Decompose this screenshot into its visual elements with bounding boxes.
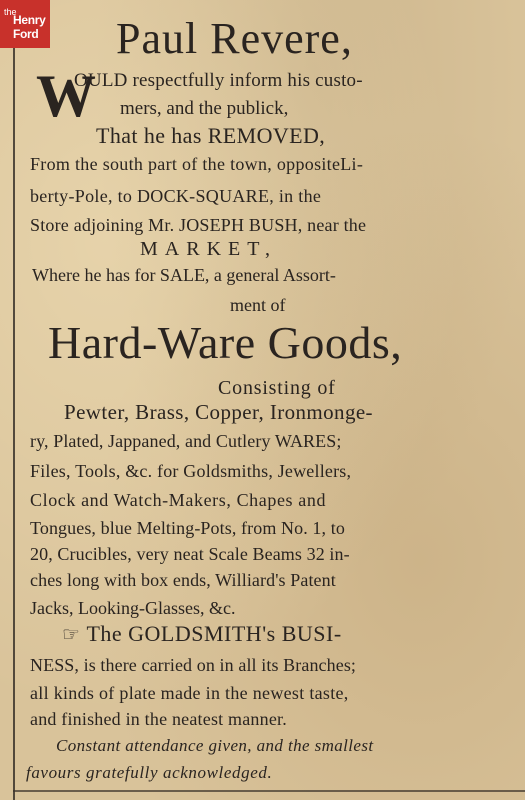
ad-line: Store adjoining Mr. JOSEPH BUSH, near the (30, 215, 367, 235)
ad-line: OULD respectfully inform his custo- (74, 70, 363, 91)
goods-line: ry, Plated, Jappaned, and Cutlery WARES; (30, 431, 342, 451)
goldsmith-heading (62, 623, 342, 645)
consisting-of: Consisting of (218, 377, 336, 399)
logo-the: the (4, 7, 17, 17)
goods-line: Jacks, Looking-Glasses, &c. (30, 598, 236, 618)
henry-ford-logo (0, 0, 50, 48)
pointing-hand-icon: ☞ (62, 624, 81, 646)
footer-line: favours gratefully acknowledged. (26, 763, 273, 782)
drop-cap: W (36, 63, 96, 129)
goods-line: Pewter, Brass, Copper, Ironmonge- (64, 400, 373, 424)
goldsmith-line: NESS, is there carried on in all its Branches; (30, 655, 357, 675)
goods-line: 20, Crucibles, very neat Scale Beams 32 in- (30, 544, 350, 564)
goldsmith-line: and finished in the neatest manner. (30, 709, 287, 729)
ad-line: mers, and the publick, (120, 98, 289, 119)
ad-line-removed: That he has REMOVED, (96, 123, 326, 148)
ad-line-market: MARKET, (140, 238, 277, 260)
column-rule-bottom (13, 790, 525, 792)
ad-line: From the south part of the town, oppositeLi- (30, 154, 364, 174)
ad-line: ment of (230, 295, 286, 315)
footer-line: Constant attendance given, and the smallest (56, 736, 374, 755)
goods-line: Files, Tools, &c. for Goldsmiths, Jewellers, (30, 461, 352, 481)
goldsmith-line: all kinds of plate made in the newest taste, (30, 683, 349, 703)
goods-line: Clock and Watch-Makers, Chapes and (30, 490, 327, 510)
column-rule-left (13, 0, 15, 800)
ad-headline: Paul Revere, (116, 14, 353, 63)
ad-line: Where he has for SALE, a general Assort- (32, 265, 336, 285)
goods-line: Tongues, blue Melting-Pots, from No. 1, to (30, 518, 345, 538)
logo-ford: Ford (13, 27, 39, 41)
logo-henry: Henry (13, 13, 46, 27)
hardware-goods-heading: Hard-Ware Goods, (48, 317, 403, 368)
goldsmith-heading-text: The GOLDSMITH's BUSI- (86, 621, 342, 646)
goods-line: ches long with box ends, Williard's Patent (30, 570, 336, 590)
ad-line: berty-Pole, to DOCK-SQUARE, in the (30, 186, 322, 206)
